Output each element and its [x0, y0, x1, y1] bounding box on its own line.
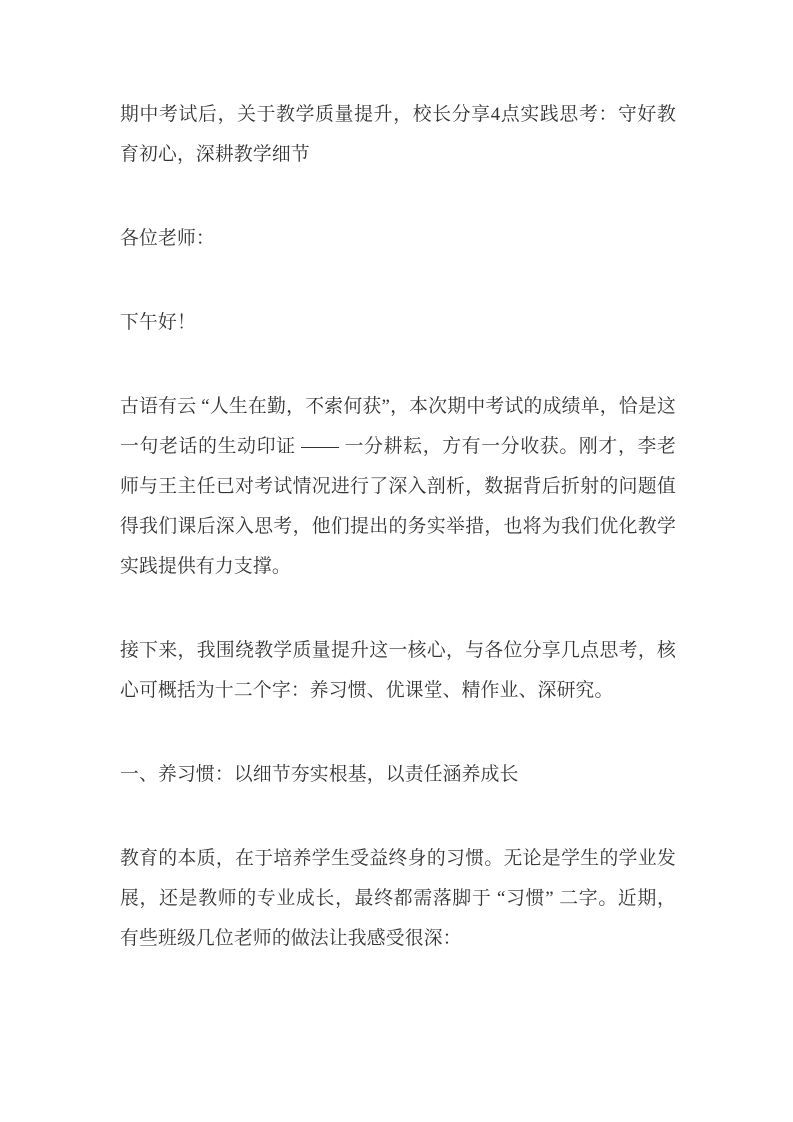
- section-1-paragraph-1: 教育的本质，在于培养学生受益终身的习惯。无论是学生的学业发展，还是教师的专业成长，最终都需落脚于 “习惯” 二字。近期，有些班级几位老师的做法让我感受很深：: [120, 848, 676, 949]
- salutation: 各位老师：: [120, 228, 215, 249]
- body-paragraph-2: 接下来，我围绕教学质量提升这一核心，与各位分享几点思考，核心可概括为十二个字：养习惯、优课堂、精作业、深研究。: [120, 640, 676, 701]
- greeting: 下午好！: [120, 312, 196, 333]
- body-paragraph-1: 古语有云 “人生在勤，不索何获”，本次期中考试的成绩单，恰是这一句老话的生动印证 —— 一分耕耘，方有一分收获。刚才，李老师与王主任已对考试情况进行了深入剖析，数据背后折射的问题值得我们课后深入思考，他们提出的务实举措，也将为我们优化教学实践提供有力支撑。: [120, 396, 676, 577]
- document-title: 期中考试后，关于教学质量提升，校长分享4点实践思考：守好教育初心，深耕教学细节: [120, 104, 676, 165]
- section-1-heading: 一、养习惯：以细节夯实根基，以责任涵养成长: [120, 764, 519, 785]
